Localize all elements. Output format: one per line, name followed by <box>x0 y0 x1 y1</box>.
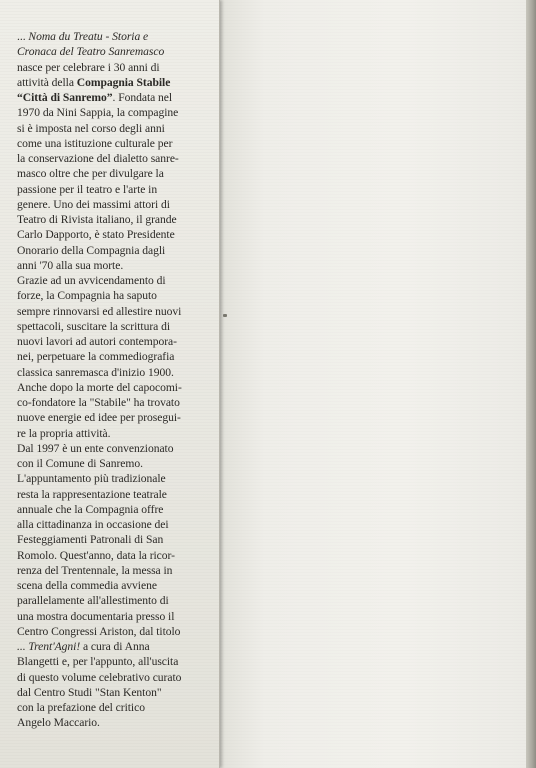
text-line <box>17 471 217 486</box>
text-line <box>17 578 217 593</box>
text-run: Angelo Maccario. <box>17 716 100 730</box>
text-line <box>17 487 217 502</box>
text-line <box>17 334 217 349</box>
text-run: Anche dopo la morte del capocomi- <box>17 380 182 394</box>
text-line <box>17 609 217 624</box>
text-line <box>17 410 217 425</box>
text-line <box>17 105 217 120</box>
text-line <box>17 197 217 212</box>
text-line <box>17 441 217 456</box>
text-run: ... <box>17 30 29 43</box>
text-line <box>17 715 217 730</box>
text-flap-page <box>0 0 220 768</box>
text-line <box>17 288 217 303</box>
text-run: renza del Trentennale, la messa in <box>17 563 173 577</box>
text-run: Noma du Treatu - Storia e <box>28 30 149 43</box>
text-line <box>17 44 217 59</box>
text-line <box>17 502 217 517</box>
text-run: Festeggiamenti Patronali di San <box>17 533 164 547</box>
text-line <box>17 75 217 90</box>
text-run: nuovi lavori ad autori contempora- <box>17 335 177 348</box>
text-line <box>17 212 217 227</box>
text-run: 1970 da Nini Sappia, la compagine <box>17 106 179 120</box>
text-run: la conservazione del dialetto sanre- <box>17 152 179 165</box>
text-line <box>17 273 217 288</box>
text-line <box>17 517 217 532</box>
text-run: classica sanremasca d'inizio 1900. <box>17 365 174 379</box>
text-run: spettacoli, suscitare la scrittura di <box>17 319 171 333</box>
text-run: Romolo. Quest'anno, data la ricor- <box>17 548 175 562</box>
text-run: Dal 1997 è un ente convenzionato <box>17 441 174 455</box>
text-run: forze, la Compagnia ha saputo <box>17 289 157 303</box>
text-run: co-fondatore la "Stabile" ha trovato <box>17 396 180 409</box>
text-line <box>17 380 217 395</box>
text-run: masco oltre che per divulgare la <box>17 167 164 181</box>
text-line <box>17 29 217 44</box>
text-line <box>17 548 217 563</box>
text-line <box>17 121 217 136</box>
text-line <box>17 258 217 273</box>
text-run: alla cittadinanza in occasione dei <box>17 518 169 531</box>
text-run: di questo volume celebrativo curato <box>17 670 182 684</box>
text-run: sempre rinnovarsi ed allestire nuovi <box>17 304 182 318</box>
text-run: . Fondata nel <box>112 91 173 104</box>
text-run: Cronaca del Teatro Sanremasco <box>17 45 165 59</box>
text-run: come una istituzione culturale per <box>17 136 173 150</box>
text-run: nei, perpetuare la commediografia <box>17 350 175 364</box>
text-line <box>17 639 217 654</box>
text-run: L'appuntamento più tradizionale <box>17 472 166 486</box>
text-line <box>17 136 217 151</box>
text-line <box>17 700 217 715</box>
text-run: Onorario della Compagnia dagli <box>17 243 166 257</box>
text-run: una mostra documentaria presso il <box>17 609 175 623</box>
text-run: Centro Congressi Ariston, dal titolo <box>17 624 181 638</box>
text-run: si è imposta nel corso degli anni <box>17 121 165 135</box>
text-run: scena della commedia avviene <box>17 579 157 592</box>
text-run: anni '70 alla sua morte. <box>17 258 124 272</box>
text-run: ... Trent'Agni! <box>17 640 81 653</box>
text-line <box>17 151 217 166</box>
text-line <box>17 227 217 242</box>
text-run: genere. Uno dei massimi attori di <box>17 197 170 211</box>
text-run: nasce per celebrare i 30 anni di <box>17 60 160 74</box>
text-line <box>17 349 217 364</box>
text-run: Grazie ad un avvicendamento di <box>17 274 166 287</box>
text-line <box>17 563 217 578</box>
text-line <box>17 60 217 75</box>
text-line <box>17 182 217 197</box>
page-edge-shadow <box>526 0 536 768</box>
text-run: a cura di Anna <box>80 640 150 653</box>
text-run: attività della <box>17 75 77 89</box>
text-line <box>17 532 217 547</box>
text-line <box>17 319 217 334</box>
text-line <box>17 654 217 669</box>
body-text <box>17 29 217 731</box>
text-run: parallelamente all'allestimento di <box>17 594 169 608</box>
text-run: “Città di Sanremo” <box>17 91 113 104</box>
text-line <box>17 593 217 608</box>
text-line <box>17 624 217 639</box>
text-line <box>17 685 217 700</box>
text-run: dal Centro Studi "Stan Kenton" <box>17 685 162 699</box>
text-line <box>17 304 217 319</box>
text-run: nuove energie ed idee per prosegui- <box>17 411 181 425</box>
blank-right-page <box>219 0 526 768</box>
text-run: Blangetti e, per l'appunto, all'uscita <box>17 655 179 669</box>
text-run: re la propria attività. <box>17 426 111 440</box>
text-run: con la prefazione del critico <box>17 701 145 714</box>
text-line <box>17 456 217 471</box>
text-line <box>17 670 217 685</box>
text-run: Carlo Dapporto, è stato Presidente <box>17 228 175 242</box>
paper-speck <box>223 314 227 317</box>
text-run: passione per il teatro e l'arte in <box>17 182 158 196</box>
text-line <box>17 166 217 181</box>
text-run: Teatro di Rivista italiano, il grande <box>17 213 177 226</box>
text-line <box>17 90 217 105</box>
text-run: annuale che la Compagnia offre <box>17 502 164 516</box>
text-run: resta la rappresentazione teatrale <box>17 487 167 501</box>
text-run: con il Comune di Sanremo. <box>17 457 143 470</box>
text-line <box>17 426 217 441</box>
text-line <box>17 395 217 410</box>
text-line <box>17 365 217 380</box>
text-run: Compagnia Stabile <box>76 75 171 89</box>
text-line <box>17 243 217 258</box>
